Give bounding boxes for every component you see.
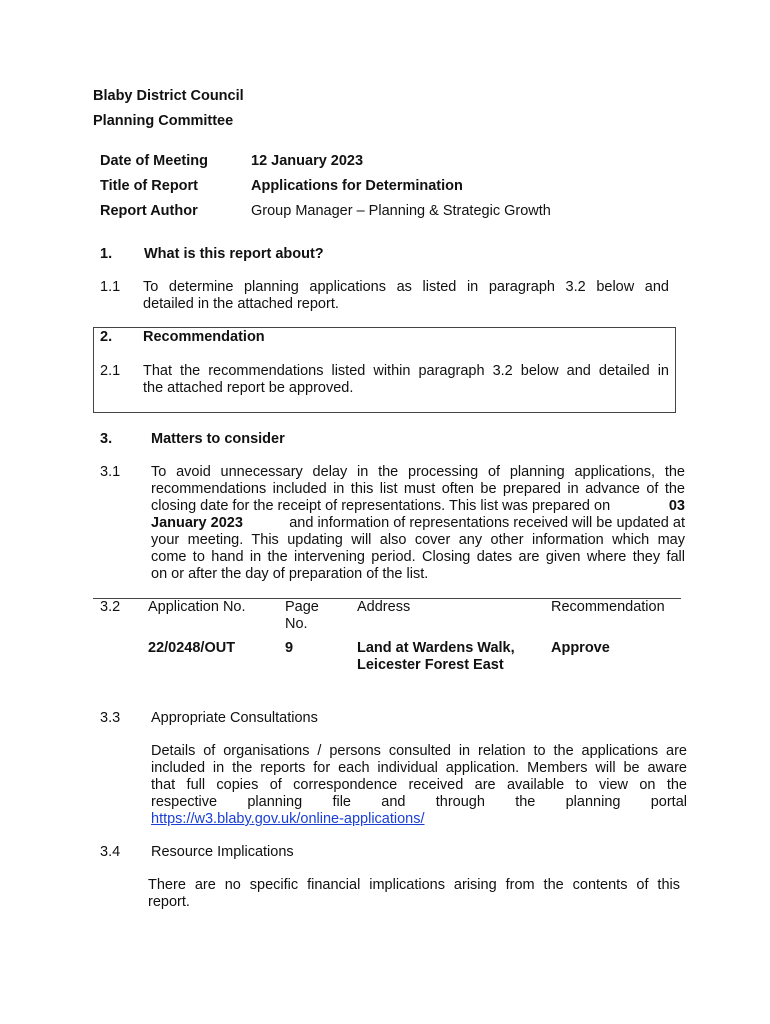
committee-name: Planning Committee [93,113,234,129]
para-3-1-line [151,498,685,514]
meta-value-author: Group Manager – Planning & Strategic Growth [251,203,551,219]
planning-portal-link[interactable]: https://w3.blaby.gov.uk/online-applications/ [151,811,425,827]
para-3-3-line: that full copies of correspondence received are available to view on the [151,777,687,793]
col-header-application-no: Application No. [148,599,246,615]
section-3-number: 3. [100,431,113,447]
para-3-3-line: respective planning file and through the planning portal [151,794,687,810]
para-2-1-line: That the recommendations listed within paragraph 3.2 below and detailed in [143,363,669,379]
prepared-day: 03 [668,498,685,514]
para-1-1-number: 1.1 [100,279,121,295]
col-header-page: Page [285,599,319,615]
meta-label-title: Title of Report [100,178,199,194]
para-3-4-line: There are no specific financial implications arising from the contents of this [148,877,680,893]
para-3-1-number: 3.1 [100,464,121,480]
col-header-page-no: No. [285,616,308,632]
para-3-1-text: and information of representations received will be updated at [289,515,685,531]
para-2-1-number: 2.1 [100,363,121,379]
prepared-month-year: January 2023 [151,515,243,531]
para-3-1-line: come to hand in the intervening period. Closing dates are given where they fall [151,549,685,565]
para-3-2-number: 3.2 [100,599,121,615]
section-2-number: 2. [100,329,113,345]
para-3-3-line: Details of organisations / persons consulted in relation to the applications are [151,743,687,759]
cell-application-no: 22/0248/OUT [148,640,236,656]
meta-label-author: Report Author [100,203,198,219]
cell-address-line-2: Leicester Forest East [357,657,504,673]
section-1-number: 1. [100,246,113,262]
cell-page: 9 [285,640,294,656]
para-3-1-line: To avoid unnecessary delay in the processing of planning applications, the [151,464,685,480]
col-header-address: Address [357,599,411,615]
para-3-1-text: closing date for the receipt of representations. This list was prepared on [151,498,611,514]
para-1-1-line: detailed in the attached report. [143,296,339,312]
para-3-1-line: your meeting. This updating will also cover any other information which may [151,532,685,548]
para-3-4-number: 3.4 [100,844,121,860]
meta-value-date: 12 January 2023 [251,153,364,169]
section-1-title: What is this report about? [144,246,324,262]
section-3-title: Matters to consider [151,431,285,447]
para-3-4-line: report. [148,894,190,910]
meta-value-title: Applications for Determination [251,178,463,194]
cell-recommendation: Approve [551,640,610,656]
col-header-recommendation: Recommendation [551,599,665,615]
para-3-4-title: Resource Implications [151,844,294,860]
para-3-3-title: Appropriate Consultations [151,710,318,726]
para-3-3-line: included in the reports for each individual application. Members will be aware [151,760,687,776]
cell-address-line-1: Land at Wardens Walk, [357,640,515,656]
para-3-1-line [151,515,685,531]
meta-label-date: Date of Meeting [100,153,208,169]
para-1-1-line: To determine planning applications as listed in paragraph 3.2 below and [143,279,669,295]
org-name: Blaby District Council [93,88,244,104]
para-3-1-line: on or after the day of preparation of the list. [151,566,429,582]
para-3-1-line: recommendations included in this list must often be prepared in advance of the [151,481,685,497]
section-2-title: Recommendation [143,329,265,345]
para-3-3-number: 3.3 [100,710,121,726]
para-2-1-line: the attached report be approved. [143,380,354,396]
